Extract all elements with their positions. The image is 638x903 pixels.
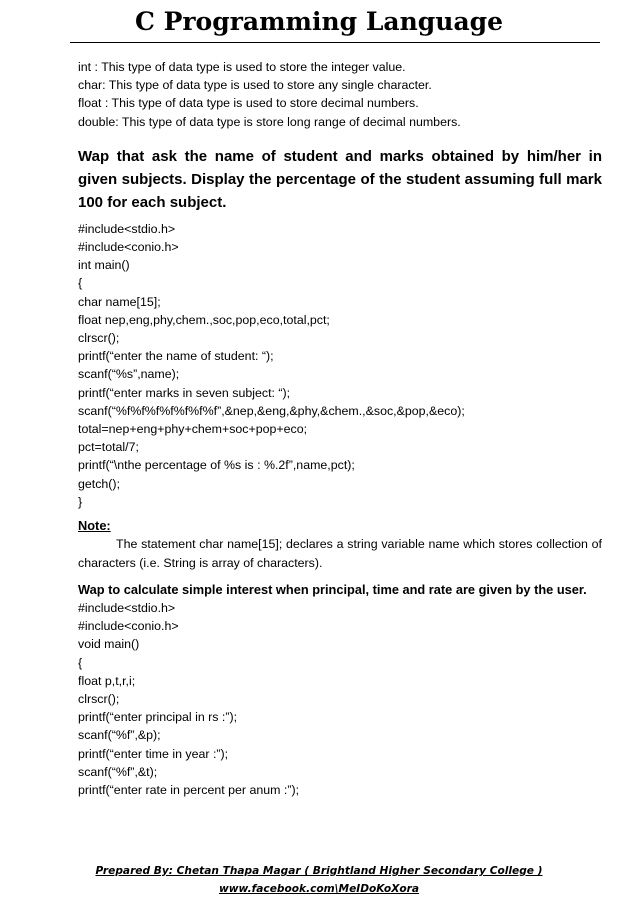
code-line: printf(“enter the name of student: “);	[78, 349, 274, 364]
code-line: clrscr();	[78, 331, 120, 346]
note-text: The statement char name[15]; declares a string variable name which stores collection of characters (i.e. String is array of characters).	[78, 537, 602, 571]
data-type-double: double: This type of data type is store long range of decimal numbers.	[78, 114, 461, 129]
section2-code-block	[78, 599, 602, 799]
code-line: #include<conio.h>	[78, 240, 179, 255]
page-title: C Programming Language	[134, 7, 504, 36]
code-line: int main()	[78, 258, 130, 273]
spacer	[78, 131, 602, 145]
section1-heading: Wap that ask the name of student and marks obtained by him/her in given subjects. Display the percentage of the student assuming full mark 100 for each subject.	[78, 147, 602, 211]
code-line: }	[78, 494, 83, 509]
data-type-list	[78, 58, 602, 131]
code-line: printf(“enter marks in seven subject: “);	[78, 385, 291, 400]
code-line: #include<stdio.h>	[78, 601, 176, 616]
section2-heading: Wap to calculate simple interest when principal, time and rate are given by the user.	[78, 582, 587, 598]
code-line: total=nep+eng+phy+chem+soc+pop+eco;	[78, 422, 308, 437]
code-line: scanf(“%f”,&p);	[78, 728, 161, 743]
spacer	[78, 573, 602, 581]
code-line: scanf(“%f%f%f%f%f%f%f”,&nep,&eng,&phy,&chem.,&soc,&pop,&eco);	[78, 403, 465, 418]
code-line: pct=total/7;	[78, 440, 139, 455]
note-label: Note:	[78, 518, 111, 534]
code-line: printf(“enter time in year :”);	[78, 746, 229, 761]
footer-link: www.facebook.com\MeIDoKoXora	[218, 883, 420, 895]
code-line: #include<conio.h>	[78, 619, 179, 634]
code-line: printf(“\nthe percentage of %s is : %.2f”,name,pct);	[78, 458, 355, 473]
code-line: {	[78, 655, 83, 670]
data-type-char: char: This type of data type is used to store any single character.	[78, 78, 432, 93]
title-underline	[70, 42, 600, 43]
section1-code-block	[78, 220, 602, 511]
code-line: scanf(“%f”,&t);	[78, 764, 158, 779]
footer-credit: Prepared By: Chetan Thapa Magar ( Brightland Higher Secondary College )	[95, 865, 543, 877]
code-line: printf(“enter rate in percent per anum :”);	[78, 783, 300, 798]
code-line: float nep,eng,phy,chem.,soc,pop,eco,total,pct;	[78, 312, 330, 327]
code-line: {	[78, 276, 83, 291]
code-line: scanf(“%s”,name);	[78, 367, 180, 382]
data-type-float: float : This type of data type is used to store decimal numbers.	[78, 96, 419, 111]
page-footer	[0, 862, 638, 898]
code-line: void main()	[78, 637, 140, 652]
code-line: clrscr();	[78, 692, 120, 707]
code-line: getch();	[78, 476, 121, 491]
document-body	[78, 58, 602, 799]
code-line: printf(“enter principal in rs :”);	[78, 710, 238, 725]
code-line: char name[15];	[78, 294, 161, 309]
code-line: float p,t,r,i;	[78, 673, 136, 688]
data-type-int: int : This type of data type is used to store the integer value.	[78, 60, 406, 74]
code-line: #include<stdio.h>	[78, 221, 176, 236]
